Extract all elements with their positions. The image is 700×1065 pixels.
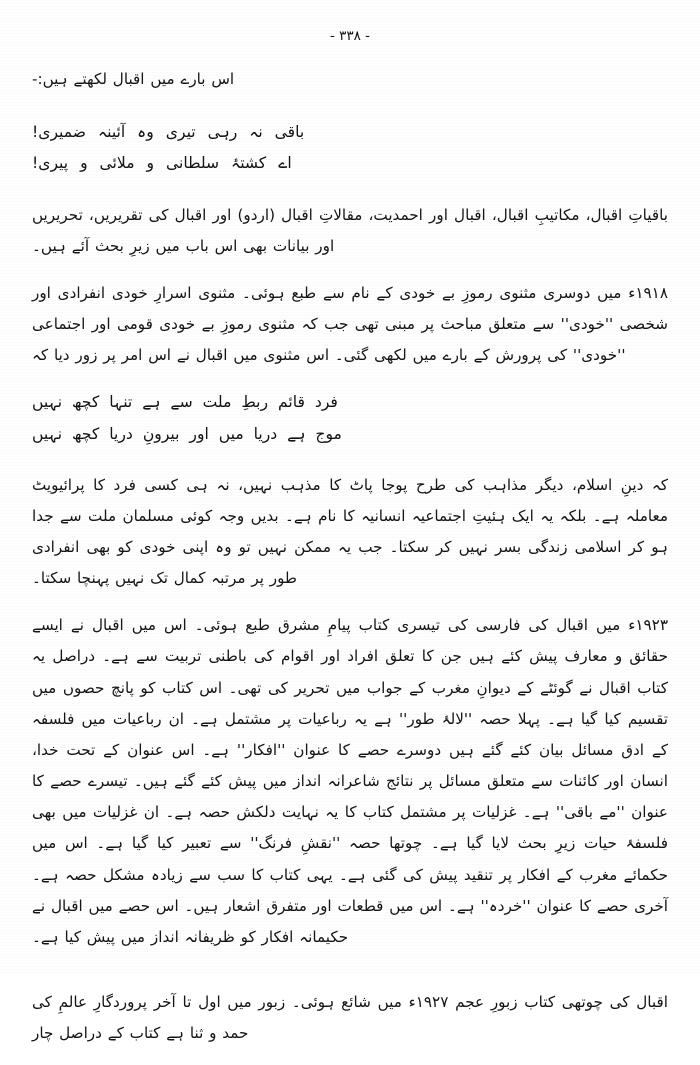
paragraph-payam-e-mashriq: ۱۹۲۳ء میں اقبال کی فارسی کی تیسری کتاب پیامِ مشرق طبع ہوئی۔ اس میں اقبال نے ایسے حقائق و معارف پیش کئے ہیں جن کا تعلق افراد اور اقوام کی باطنی تربیت سے ہے۔ دراصل یہ کتاب اقبال نے گوئٹے کے دیوانِ مغرب کے جواب میں تحریر کی تھی۔ اس کتاب کو پانچ حصوں میں تقسیم کیا گیا ہے۔ پہلا حصہ ''لالۂ طور'' ہے یہ رباعیات پر مشتمل ہے۔ ان رباعیات میں فلسفہ کے ادق مسائل بیان کئے گئے ہیں دوسرے حصے کا عنوان ''افکار'' ہے۔ اس عنوان کے تحت خدا، انسان اور کائنات سے متعلق مسائل پر نتائج شاعرانہ انداز میں پیش کئے گئے ہیں۔ تیسرے حصے کا عنوان ''مے باقی'' ہے۔ غزلیات پر مشتمل کتاب کا یہ نہایت دلکش حصہ ہے۔ ان غزلیات میں بھی فلسفۂ حیات زیرِ بحث لایا گیا ہے۔ چوتھا حصہ ''نقشِ فرنگ'' سے تعبیر کیا گیا ہے۔ اس میں حکمائے مغرب کے افکار پر تنقید پیش کی گئی ہے۔ یہی کتاب کا سب سے زیادہ مشکل حصہ ہے۔ آخری حصے کا عنوان ''خردہ'' ہے۔ اس میں قطعات اور متفرق اشعار ہیں۔ اس حصے میں اقبال نے حکیمانہ افکار کو ظریفانہ انداز میں پیش کیا ہے۔ <box>32 616 668 946</box>
verse-line: باقی نہ رہی تیری وہ آئینہ ضمیری! <box>32 123 305 142</box>
page-number: - ۳۳۸ - <box>329 28 371 44</box>
verse-line: موج ہے دریا میں اور بیرونِ دریا کچھ نہیں <box>32 424 342 443</box>
paragraph-deen-e-islam: کہ دینِ اسلام، دیگر مذاہب کی طرح پوجا پاٹ کا مذہب نہیں، نہ ہی کسی فرد کا پرائیویٹ معاملہ ہے۔ بلکہ یہ ایک ہئیتِ اجتماعیہ انسانیہ کا نام ہے۔ بدیں وجہ کوئی مسلمان ملت سے جدا ہو کر اسلامی زندگی بسر نہیں کر سکتا۔ جب یہ ممکن نہیں تو وہ اپنی خودی کو بھی انفرادی طور پر مرتبہ کمال تک نہیں پہنچا سکتا۔ <box>32 475 668 588</box>
paragraph-rumuz-e-bekhudi: ۱۹۱۸ء میں دوسری مثنوی رموزِ بے خودی کے نام سے طبع ہوئی۔ مثنوی اسرارِ خودی انفرادی اور شخصی ''خودی'' سے متعلق مباحث پر مبنی تھی جب کہ مثنوی رموزِ بے خودی قومی اور اجتماعی ''خودی'' کی پرورش کے بارے میں لکھی گئی۔ اس مثنوی میں اقبال نے اس امر پر زور دیا کہ <box>32 283 668 365</box>
lead-line: اس بارے میں اقبال لکھتے ہیں:- <box>32 70 235 88</box>
verse-block-1 <box>32 117 668 179</box>
verse-block-2 <box>32 387 668 449</box>
page-body <box>32 62 668 1065</box>
paragraph-zaboor-e-ajam: اقبال کی چوتھی کتاب زبورِ عجم ۱۹۲۷ء میں شائع ہوئی۔ زبور میں اول تا آخر پروردگارِ عالمِ کی حمد و ثنا ہے کتاب کے دراصل چار <box>32 993 668 1043</box>
verse-line: فرد قائم ربطِ ملت سے ہے تنہا کچھ نہیں <box>32 393 338 412</box>
verse-line: اے کشتۂ سلطانی و ملائی و پیری! <box>32 154 292 173</box>
paragraph-baqiyat-iqbal: باقیاتِ اقبال، مکاتیبِ اقبال، اقبال اور احمدیت، مقالاتِ اقبال (اردو) اور اقبال کی تقریریں، تحریریں اور بیانات بھی اس باب میں زیرِ بحث آئے ہیں۔ <box>32 205 668 255</box>
